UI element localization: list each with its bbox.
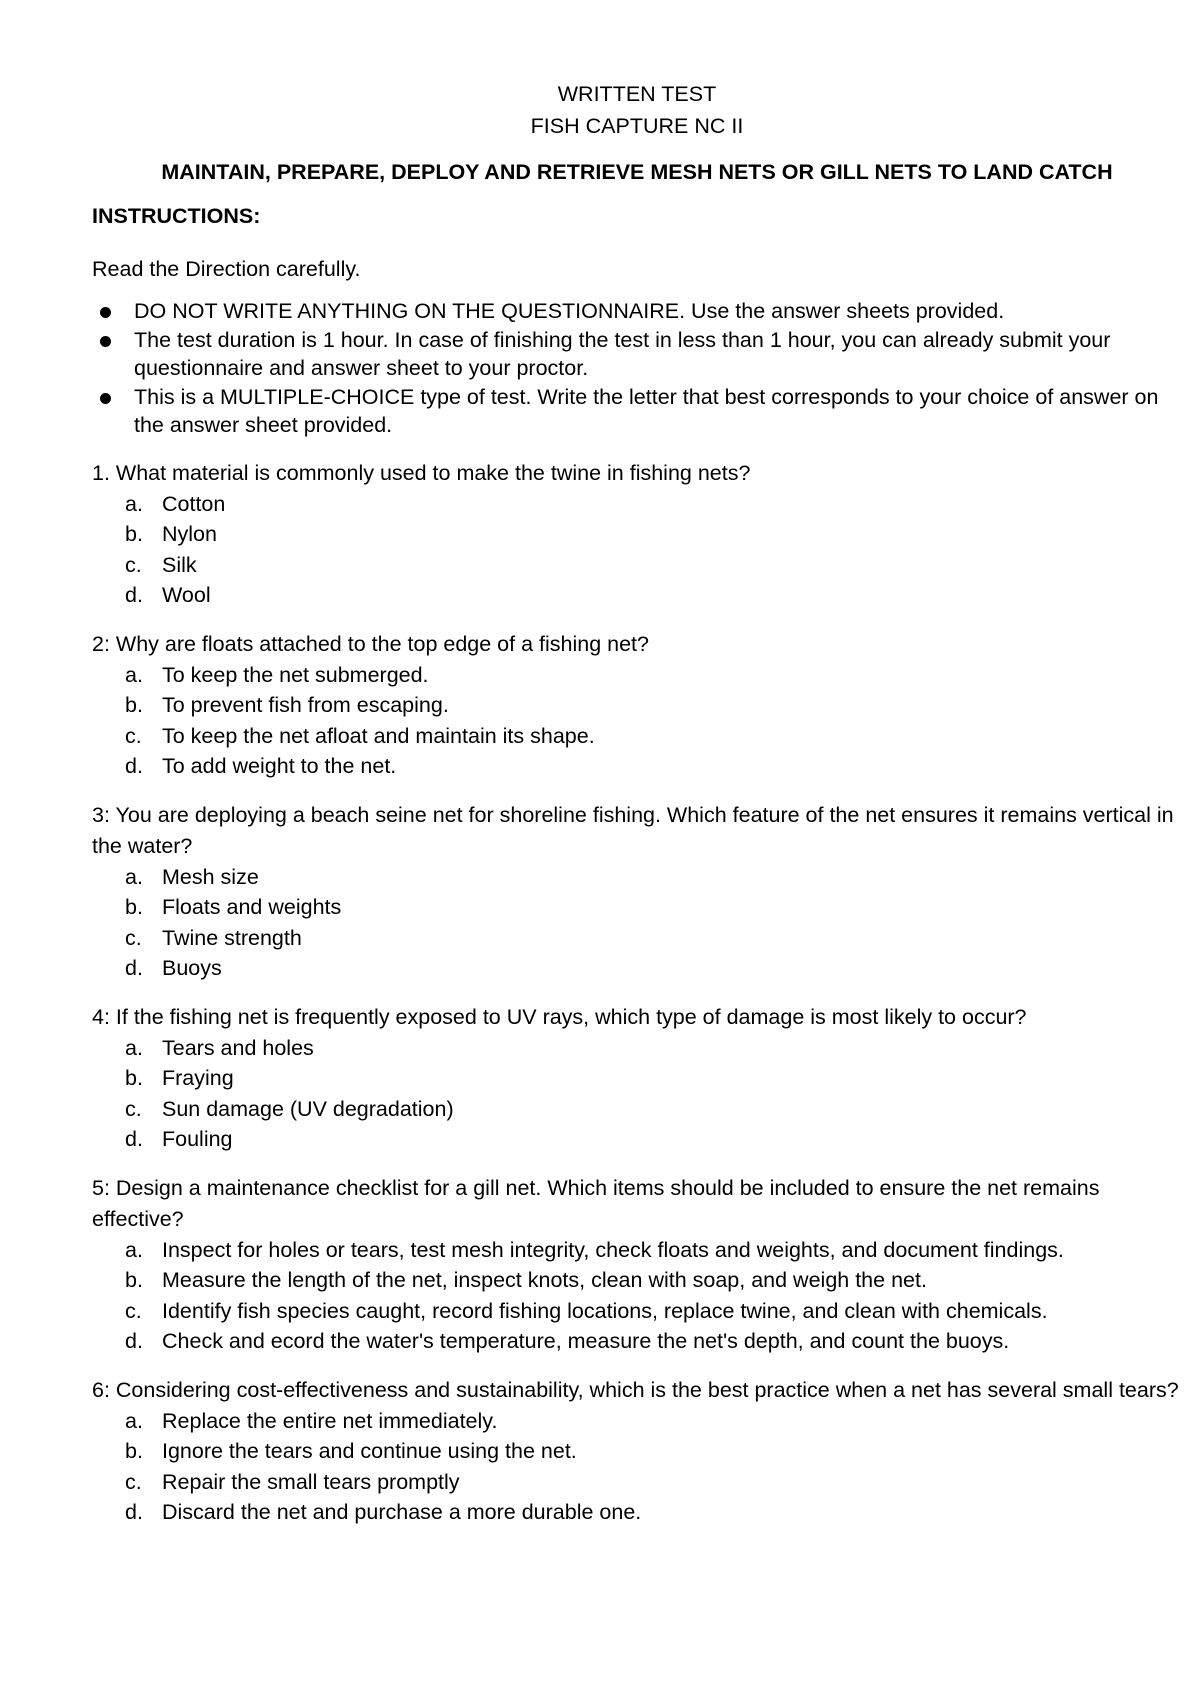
rule-text: This is a MULTIPLE-CHOICE type of test. Write the letter that best corresponds to your choice of answer on the answer sheet provided. — [134, 384, 1159, 438]
option-letter: b. — [125, 693, 143, 718]
option-text: To keep the net afloat and maintain its shape. — [162, 723, 595, 748]
option-text: Measure the length of the net, inspect knots, clean with soap, and weigh the net. — [162, 1268, 927, 1293]
option-letter: a. — [125, 864, 143, 889]
option-text: Twine strength — [162, 925, 302, 950]
option-text: Identify fish species caught, record fishing locations, replace twine, and clean with chemicals. — [162, 1298, 1048, 1323]
option-text: To keep the net submerged. — [162, 662, 429, 687]
option-letter: b. — [125, 1439, 143, 1464]
option-letter: c. — [125, 1469, 142, 1494]
option-item — [92, 1235, 1182, 1266]
option-text: Fouling — [162, 1127, 233, 1152]
option-item — [92, 953, 1182, 984]
option-list — [92, 489, 1182, 611]
option-letter: d. — [125, 1127, 143, 1152]
option-letter: a. — [125, 1035, 143, 1060]
question-text: 2: Why are floats attached to the top edge of a fishing net? — [92, 631, 649, 656]
question-text: 4: If the fishing net is frequently exposed to UV rays, which type of damage is most likely to occur? — [92, 1004, 1027, 1029]
question-1 — [92, 458, 1182, 611]
option-text: Ignore the tears and continue using the net. — [162, 1439, 577, 1464]
option-letter: b. — [125, 522, 143, 547]
option-letter: b. — [125, 895, 143, 920]
option-item — [92, 550, 1182, 581]
option-item — [92, 751, 1182, 782]
option-text: Floats and weights — [162, 895, 342, 920]
option-item — [92, 862, 1182, 893]
rule-item — [92, 383, 1182, 440]
bullet-icon — [100, 307, 111, 318]
option-item — [92, 923, 1182, 954]
option-text: Buoys — [162, 956, 222, 981]
option-letter: d. — [125, 1500, 143, 1525]
option-text: Fraying — [162, 1066, 234, 1091]
option-text: Check and ecord the water's temperature, measure the net's depth, and count the buoys. — [162, 1329, 1010, 1354]
option-item — [92, 1467, 1182, 1498]
option-item — [92, 580, 1182, 611]
option-item — [92, 1326, 1182, 1357]
question-text: 6: Considering cost-effectiveness and sustainability, which is the best practice when a net has several small tears? — [92, 1377, 1179, 1402]
option-text: Mesh size — [162, 864, 259, 889]
option-item — [92, 1406, 1182, 1437]
option-letter: a. — [125, 491, 143, 516]
bullet-icon — [100, 336, 111, 347]
option-text: Repair the small tears promptly — [162, 1469, 460, 1494]
test-page — [92, 78, 1182, 1528]
option-item — [92, 519, 1182, 550]
option-item — [92, 489, 1182, 520]
option-text: Wool — [162, 583, 211, 608]
option-letter: c. — [125, 723, 142, 748]
option-text: Replace the entire net immediately. — [162, 1408, 498, 1433]
option-list — [92, 1033, 1182, 1155]
option-item — [92, 1033, 1182, 1064]
instruction-rules — [92, 297, 1182, 440]
option-text: To add weight to the net. — [162, 754, 397, 779]
option-text: Silk — [162, 552, 197, 577]
option-item — [92, 1497, 1182, 1528]
option-letter: d. — [125, 956, 143, 981]
option-item — [92, 721, 1182, 752]
question-text: 5: Design a maintenance checklist for a gill net. Which items should be included to ensure the net remains effective? — [92, 1175, 1100, 1231]
rule-item — [92, 326, 1182, 383]
option-letter: a. — [125, 1237, 143, 1262]
option-letter: d. — [125, 754, 143, 779]
direction-text: Read the Direction carefully. — [92, 256, 361, 281]
option-list — [92, 660, 1182, 782]
question-5 — [92, 1173, 1182, 1357]
option-item — [92, 892, 1182, 923]
question-text: 1. What material is commonly used to make the twine in fishing nets? — [92, 460, 751, 485]
option-letter: d. — [125, 1329, 143, 1354]
option-letter: b. — [125, 1268, 143, 1293]
rule-text: The test duration is 1 hour. In case of finishing the test in less than 1 hour, you can already submit your questionnaire and answer sheet to your proctor. — [134, 327, 1111, 381]
option-letter: c. — [125, 1096, 142, 1121]
option-text: Discard the net and purchase a more durable one. — [162, 1500, 642, 1525]
option-letter: d. — [125, 583, 143, 608]
option-list — [92, 1235, 1182, 1357]
option-list — [92, 1406, 1182, 1528]
option-text: Cotton — [162, 491, 226, 516]
question-3 — [92, 800, 1182, 984]
option-letter: a. — [125, 1408, 143, 1433]
question-2 — [92, 629, 1182, 782]
option-list — [92, 862, 1182, 984]
option-text: Sun damage (UV degradation) — [162, 1096, 454, 1121]
question-6 — [92, 1375, 1182, 1528]
option-letter: b. — [125, 1066, 143, 1091]
test-subtitle: FISH CAPTURE NC II — [530, 114, 744, 138]
question-4 — [92, 1002, 1182, 1155]
option-letter: c. — [125, 925, 142, 950]
rule-item — [92, 297, 1182, 326]
option-item — [92, 1094, 1182, 1125]
option-letter: a. — [125, 662, 143, 687]
option-item — [92, 1296, 1182, 1327]
test-title: WRITTEN TEST — [557, 82, 717, 106]
subject-heading: MAINTAIN, PREPARE, DEPLOY AND RETRIEVE MESH NETS OR GILL NETS TO LAND CATCH — [161, 160, 1113, 184]
rule-text: DO NOT WRITE ANYTHING ON THE QUESTIONNAIRE. Use the answer sheets provided. — [134, 299, 1005, 324]
option-text: Inspect for holes or tears, test mesh integrity, check floats and weights, and document findings. — [162, 1237, 1064, 1262]
option-item — [92, 1265, 1182, 1296]
option-text: Nylon — [162, 522, 217, 547]
instructions-heading: INSTRUCTIONS: — [92, 204, 261, 229]
option-letter: c. — [125, 1298, 142, 1323]
option-letter: c. — [125, 552, 142, 577]
option-item — [92, 660, 1182, 691]
question-text: 3: You are deploying a beach seine net for shoreline fishing. Which feature of the net ensures it remains vertical in the water? — [92, 802, 1174, 858]
option-item — [92, 1063, 1182, 1094]
option-item — [92, 690, 1182, 721]
bullet-icon — [100, 393, 111, 404]
option-item — [92, 1436, 1182, 1467]
option-item — [92, 1124, 1182, 1155]
option-text: Tears and holes — [162, 1035, 314, 1060]
option-text: To prevent fish from escaping. — [162, 693, 449, 718]
